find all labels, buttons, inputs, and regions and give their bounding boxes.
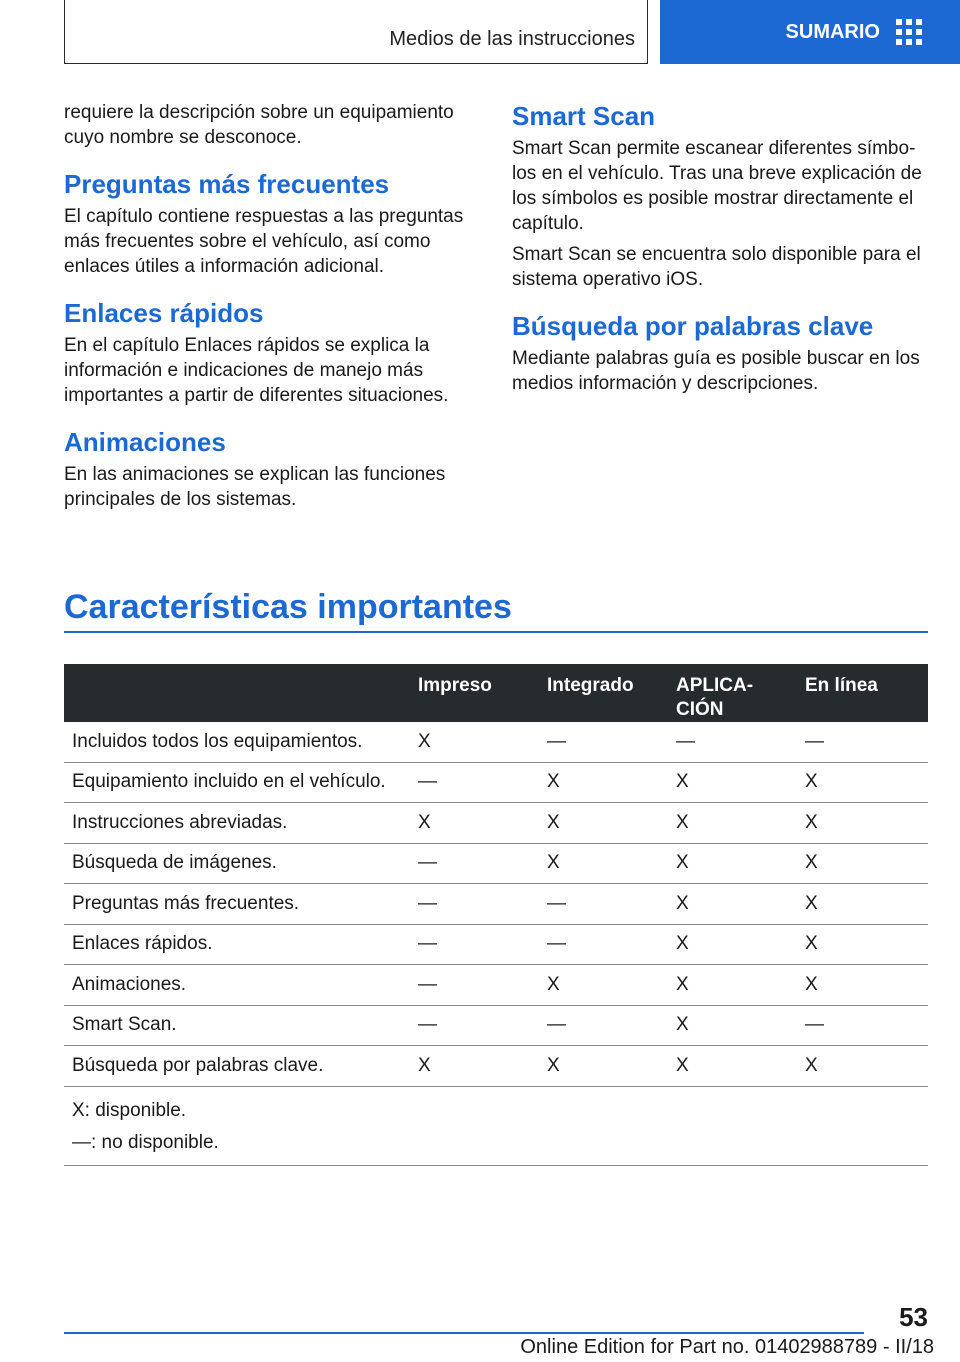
availability-cell: X <box>797 762 928 803</box>
table-row <box>64 924 928 965</box>
availability-cell: — <box>410 762 539 803</box>
heading-animaciones: Animaciones <box>64 427 226 457</box>
heading-smart-scan: Smart Scan <box>512 101 656 131</box>
availability-cell: X <box>797 843 928 884</box>
availability-cell: X <box>668 924 797 965</box>
feature-name-cell: Búsqueda por palabras clave. <box>64 1046 410 1087</box>
availability-cell: X <box>668 884 797 925</box>
availability-cell: X <box>410 1046 539 1087</box>
table-header-cell: APLICACIÓN <box>668 664 797 722</box>
right-column <box>512 100 924 402</box>
table-row <box>64 762 928 803</box>
availability-cell: — <box>539 1005 668 1046</box>
feature-name-cell: Animaciones. <box>64 965 410 1006</box>
table-row <box>64 1046 928 1087</box>
text-busqueda: Mediante palabras guía es posible buscar en los medios información y descripciones. <box>512 348 920 394</box>
table-row <box>64 965 928 1006</box>
legend-available: X: disponible. <box>72 1099 187 1121</box>
feature-name-cell: Instrucciones abreviadas. <box>64 803 410 844</box>
table-header-cell: Impreso <box>410 664 539 722</box>
availability-cell: — <box>410 843 539 884</box>
availability-cell: X <box>797 965 928 1006</box>
feature-name-cell: Smart Scan. <box>64 1005 410 1046</box>
heading-preguntas: Preguntas más frecuentes <box>64 169 390 199</box>
availability-cell: X <box>668 1046 797 1087</box>
availability-cell: — <box>410 965 539 1006</box>
table-row <box>64 803 928 844</box>
availability-cell: X <box>797 924 928 965</box>
text-enlaces: En el capítulo Enlaces rápidos se explica la información e indicaciones de manejo más importantes a partir de diferentes situaciones. <box>64 335 449 406</box>
left-column <box>64 100 476 518</box>
table-row <box>64 1005 928 1046</box>
availability-cell: — <box>797 722 928 762</box>
footer-edition: Online Edition for Part no. 01402988789 - II/18 <box>520 1336 934 1358</box>
availability-cell: X <box>539 965 668 1006</box>
availability-cell: X <box>539 762 668 803</box>
footer-divider <box>64 1332 864 1334</box>
sumario-button[interactable] <box>660 0 960 64</box>
availability-cell: — <box>410 1005 539 1046</box>
text-smart-scan-2: Smart Scan se encuentra solo disponible para el sistema operativo iOS. <box>512 244 921 290</box>
table-header-cell: En línea <box>797 664 928 722</box>
feature-name-cell: Búsqueda de imágenes. <box>64 843 410 884</box>
feature-name-cell: Incluidos todos los equipamientos. <box>64 722 410 762</box>
availability-cell: X <box>797 1046 928 1087</box>
text-preguntas: El capítulo contiene respuestas a las preguntas más frecuentes sobre el vehículo, así como enlaces útiles a información adicional. <box>64 206 464 277</box>
availability-cell: — <box>539 924 668 965</box>
availability-cell: — <box>410 924 539 965</box>
text-animaciones: En las animaciones se explican las funciones principales de los sistemas. <box>64 464 446 510</box>
feature-name-cell: Enlaces rápidos. <box>64 924 410 965</box>
legend-unavailable: —: no disponible. <box>72 1131 219 1153</box>
availability-cell: X <box>668 803 797 844</box>
grid-menu-icon <box>896 19 922 45</box>
availability-cell: — <box>410 884 539 925</box>
availability-cell: X <box>668 762 797 803</box>
table-row <box>64 722 928 762</box>
table-header-row <box>64 664 928 722</box>
availability-cell: — <box>668 722 797 762</box>
table-legend <box>64 1086 928 1165</box>
feature-name-cell: Equipamiento incluido en el vehículo. <box>64 762 410 803</box>
header-title: Medios de las instrucciones <box>389 28 635 50</box>
table-legend-row <box>64 1086 928 1165</box>
availability-cell: X <box>410 722 539 762</box>
section-title: Características importantes <box>64 585 928 633</box>
intro-paragraph: requiere la descripción sobre un equipamiento cuyo nombre se desconoce. <box>64 102 454 148</box>
text-smart-scan-1: Smart Scan permite escanear diferentes símbolos en el vehículo. Tras una breve explicación de los símbolos es posible mostrar directamente el capítulo. <box>512 138 922 234</box>
availability-cell: X <box>539 843 668 884</box>
availability-cell: — <box>539 884 668 925</box>
sumario-label: SUMARIO <box>785 20 880 43</box>
table-row <box>64 884 928 925</box>
features-table <box>64 664 928 1166</box>
availability-cell: X <box>539 803 668 844</box>
availability-cell: — <box>539 722 668 762</box>
page-number: 53 <box>899 1302 928 1332</box>
availability-cell: — <box>797 1005 928 1046</box>
header-title-box <box>64 0 648 64</box>
availability-cell: X <box>668 843 797 884</box>
feature-name-cell: Preguntas más frecuentes. <box>64 884 410 925</box>
heading-enlaces: Enlaces rápidos <box>64 298 264 328</box>
availability-cell: X <box>797 803 928 844</box>
heading-busqueda: Búsqueda por palabras clave <box>512 311 874 341</box>
availability-cell: X <box>410 803 539 844</box>
table-header-cell: Integrado <box>539 664 668 722</box>
availability-cell: X <box>668 965 797 1006</box>
table-row <box>64 843 928 884</box>
table-header-cell <box>64 664 410 722</box>
availability-cell: X <box>539 1046 668 1087</box>
availability-cell: X <box>668 1005 797 1046</box>
availability-cell: X <box>797 884 928 925</box>
